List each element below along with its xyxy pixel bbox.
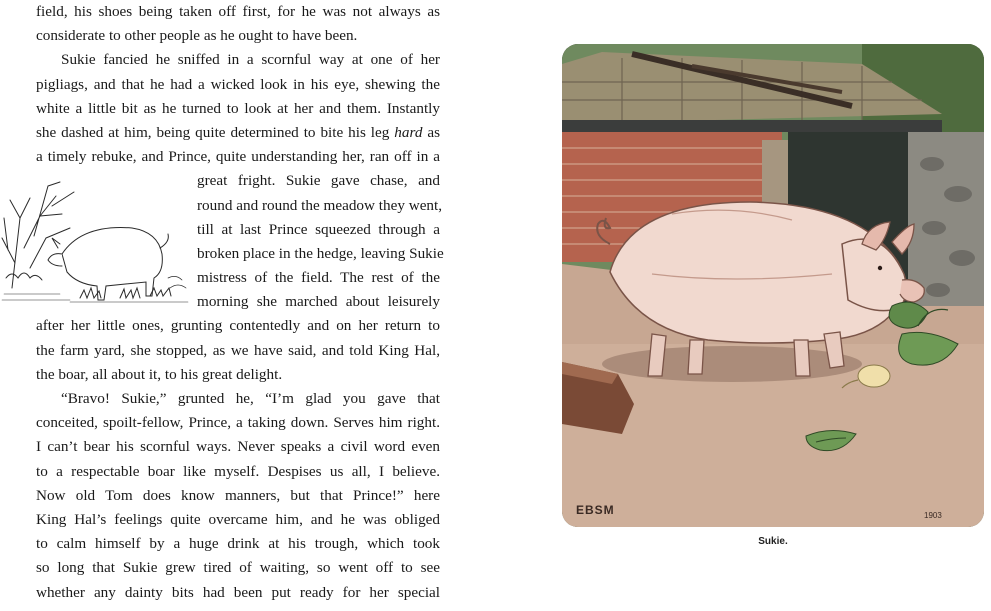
text-line: white a little bit as he turned to look at her and them. Instantly bbox=[36, 99, 440, 117]
text-line: pigliags, and that he had a wicked look in his eye, shewing the bbox=[36, 75, 440, 93]
text-line: Sukie fancied he sniffed in a scornful way at one of her bbox=[61, 51, 440, 69]
text-line: conceited, spoilt-fellow, Prince, a taking down. Serves him right. bbox=[36, 414, 440, 432]
text-line: “Bravo! Sukie,” grunted he, “I’m glad you gave that bbox=[61, 390, 440, 407]
text-line: after her little ones, grunting contentedly and on her return to bbox=[36, 317, 440, 335]
text-line: the boar, all about it, to his great delight. bbox=[36, 365, 283, 383]
text-line: morning she marched about leisurely bbox=[197, 293, 440, 311]
text-line: considerate to other people as he ought to have been. bbox=[36, 27, 358, 45]
text-line: field, his shoes being taken off first, for he was not always as bbox=[36, 3, 440, 20]
text-fragment: she dashed at him, being quite determined to bite his leg bbox=[36, 123, 390, 141]
plate-date: 1903 bbox=[924, 511, 942, 520]
text-line: broken place in the hedge, leaving Sukie bbox=[197, 244, 444, 262]
text-fragment: as bbox=[427, 123, 441, 141]
text-line: till at last Prince squeezed through a bbox=[197, 220, 440, 238]
text-line: Now old Tom does know manners, but that Prince!” here bbox=[36, 486, 440, 504]
pig-vignette-illustration bbox=[0, 178, 190, 306]
color-plate-illustration bbox=[562, 44, 984, 527]
text-line: so long that Sukie grew tired of waiting, so went off to see bbox=[36, 559, 440, 577]
plate-caption: Sukie. bbox=[758, 536, 788, 547]
text-line: a timely rebuke, and Prince, quite understanding her, ran off in a bbox=[36, 148, 440, 166]
text-line: the farm yard, she stopped, as we have said, and told King Hal, bbox=[36, 341, 440, 359]
text-line: mistress of the field. The rest of the bbox=[197, 269, 440, 287]
text-line: round and round the meadow they went, bbox=[197, 196, 443, 214]
italic-word: hard bbox=[394, 123, 423, 141]
text-line: to calm himself by a huge drink at his trough, which took bbox=[36, 535, 440, 553]
text-line: King Hal’s feelings quite overcame him, and he was obliged bbox=[36, 510, 440, 528]
artist-signature: EBSM bbox=[576, 503, 615, 517]
text-line: whether any dainty bits had been put ready for her special bbox=[36, 583, 440, 601]
text-line bbox=[36, 121, 440, 145]
text-line: to a respectable boar like myself. Despises us all, I believe. bbox=[36, 462, 440, 480]
text-line: I can’t bear his scornful ways. Never speaks a civil word even bbox=[36, 438, 440, 456]
text-line: great fright. Sukie gave chase, and bbox=[197, 172, 440, 190]
